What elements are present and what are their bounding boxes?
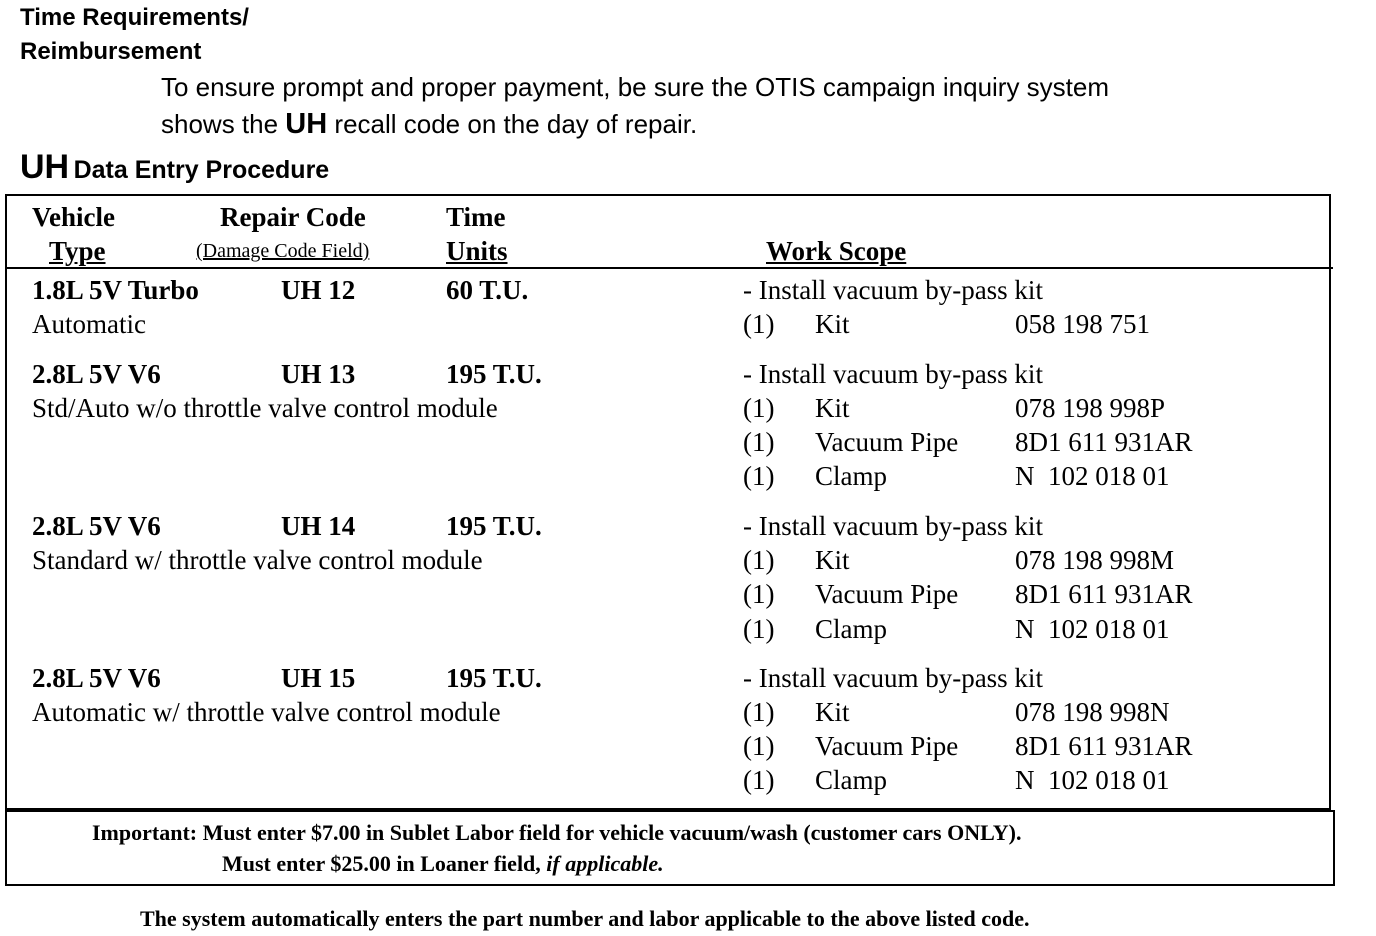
header-work-scope: Work Scope [766,236,907,266]
row2-engine: 2.8L 5V V6 [32,359,161,389]
row2-action: - Install vacuum by-pass kit [743,359,1043,389]
row2-part1-name: Kit [815,393,850,423]
recall-code: UH [285,108,328,140]
row3-code: UH 14 [281,511,356,541]
row1-action: - Install vacuum by-pass kit [743,275,1043,305]
row1-part1-name: Kit [815,309,850,339]
row4-part1-qty: (1) [743,697,775,727]
row3-description: Standard w/ throttle valve control module [32,545,483,575]
row2-description: Std/Auto w/o throttle valve control module [32,393,498,423]
row4-part1-name: Kit [815,697,850,727]
row4-part2-qty: (1) [743,731,775,761]
closing-note: The system automatically enters the part number and labor applicable to the above listed code. [140,906,1030,931]
if-applicable-text: if applicable. [546,851,664,876]
row4-units: 195 T.U. [446,663,542,693]
procedure-heading [20,148,329,187]
important-note-line1: Important: Must enter $7.00 in Sublet Labor field for vehicle vacuum/wash (customer cars ONLY). [92,820,1022,845]
row1-part1-number: 058 198 751 [1015,309,1150,339]
row2-part2-number: 8D1 611 931AR [1015,427,1193,457]
header-vehicle-line1: Vehicle [32,202,115,232]
row1-part1-qty: (1) [743,309,775,339]
procedure-title: Data Entry Procedure [73,156,330,184]
row3-action: - Install vacuum by-pass kit [743,511,1043,541]
section-title-line2: Reimbursement [20,38,202,65]
row3-units: 195 T.U. [446,511,542,541]
row1-engine: 1.8L 5V Turbo [32,275,199,305]
row3-part2-qty: (1) [743,579,775,609]
row3-part1-name: Kit [815,545,850,575]
row4-code: UH 15 [281,663,356,693]
header-repair-line2: (Damage Code Field) [196,240,370,262]
row2-part1-qty: (1) [743,393,775,423]
row2-part3-name: Clamp [815,461,887,491]
header-time-line1: Time [446,202,506,232]
row4-part2-name: Vacuum Pipe [815,731,959,761]
row2-part1-number: 078 198 998P [1015,393,1166,423]
row4-engine: 2.8L 5V V6 [32,663,161,693]
row4-action: - Install vacuum by-pass kit [743,663,1043,693]
row4-part2-number: 8D1 611 931AR [1015,731,1193,761]
intro-line1: To ensure prompt and proper payment, be sure the OTIS campaign inquiry system [161,72,1110,102]
row4-description: Automatic w/ throttle valve control module [32,697,501,727]
important-note-line2: Must enter $25.00 in Loaner field, if applicable. [222,851,664,876]
procedure-code: UH [20,148,70,186]
row2-part3-number: N 102 018 01 [1015,461,1170,491]
row3-part3-name: Clamp [815,614,887,644]
row1-description: Automatic [32,309,146,339]
row4-part3-number: N 102 018 01 [1015,765,1170,795]
intro-line2: shows the UH recall code on the day of repair. [161,108,698,140]
row3-part3-qty: (1) [743,614,775,644]
section-title-line1: Time Requirements/ [20,4,249,31]
row3-part3-number: N 102 018 01 [1015,614,1170,644]
header-time-line2: Units [446,236,508,266]
row2-part2-name: Vacuum Pipe [815,427,959,457]
row3-part1-number: 078 198 998M [1015,545,1175,575]
row1-units: 60 T.U. [446,275,529,305]
header-vehicle-line2: Type [49,236,106,266]
row2-code: UH 13 [281,359,356,389]
row3-part2-number: 8D1 611 931AR [1015,579,1193,609]
row4-part3-qty: (1) [743,765,775,795]
row3-engine: 2.8L 5V V6 [32,511,161,541]
row4-part1-number: 078 198 998N [1015,697,1170,727]
row3-part1-qty: (1) [743,545,775,575]
row2-part2-qty: (1) [743,427,775,457]
row3-part2-name: Vacuum Pipe [815,579,959,609]
row4-part3-name: Clamp [815,765,887,795]
row2-units: 195 T.U. [446,359,542,389]
header-repair-line1: Repair Code [220,202,366,232]
row2-part3-qty: (1) [743,461,775,491]
row1-code: UH 12 [281,275,356,305]
table-header-divider [5,267,1333,269]
